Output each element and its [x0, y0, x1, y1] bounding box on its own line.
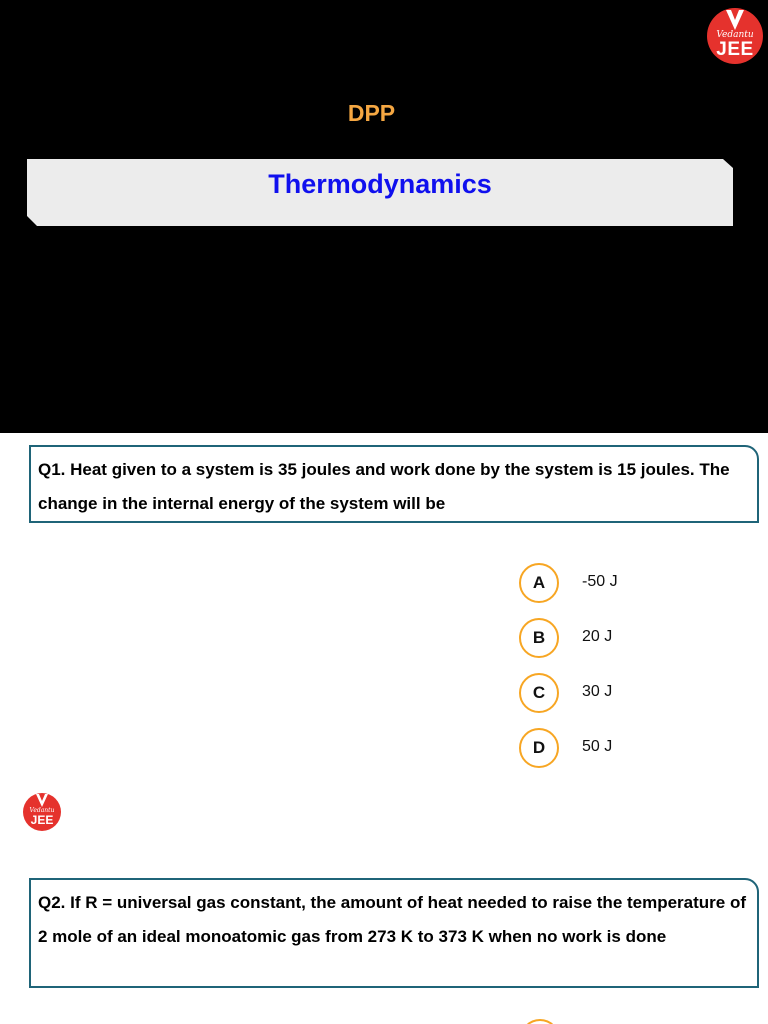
vedantu-jee-logo	[707, 8, 763, 64]
option-c-value: 30 J	[582, 683, 613, 700]
vedantu-jee-logo-small	[23, 793, 61, 831]
option-c-letter[interactable]: C	[519, 673, 559, 713]
option-a-letter[interactable]: A	[519, 563, 559, 603]
dpp-label: DPP	[347, 100, 396, 126]
logo-script-text: Vedantu	[716, 30, 754, 40]
option-ring-partial[interactable]	[520, 1019, 560, 1024]
option-d-value: 50 J	[582, 738, 613, 755]
logo-script-text: Vedantu	[29, 807, 55, 814]
question-2-box	[29, 878, 759, 988]
logo-badge-text: JEE	[30, 813, 54, 827]
question-2-text: Q2. If R = universal gas constant, the amount of heat needed to raise the temperature of 2 mole of an ideal monoatomic gas from 273 K to 373 K when no work is done	[38, 893, 747, 946]
topic-title: Thermodynamics	[268, 169, 492, 199]
question-1-box	[29, 445, 759, 523]
logo-badge-text: JEE	[716, 39, 754, 60]
option-b-value: 20 J	[582, 628, 613, 645]
option-a-value: -50 J	[582, 573, 618, 590]
option-b-letter[interactable]: B	[519, 618, 559, 658]
question-1-text: Q1. Heat given to a system is 35 joules and work done by the system is 15 joules. The change in the internal energy of the system will be	[38, 460, 730, 513]
option-d-letter[interactable]: D	[519, 728, 559, 768]
topic-banner	[27, 159, 733, 226]
